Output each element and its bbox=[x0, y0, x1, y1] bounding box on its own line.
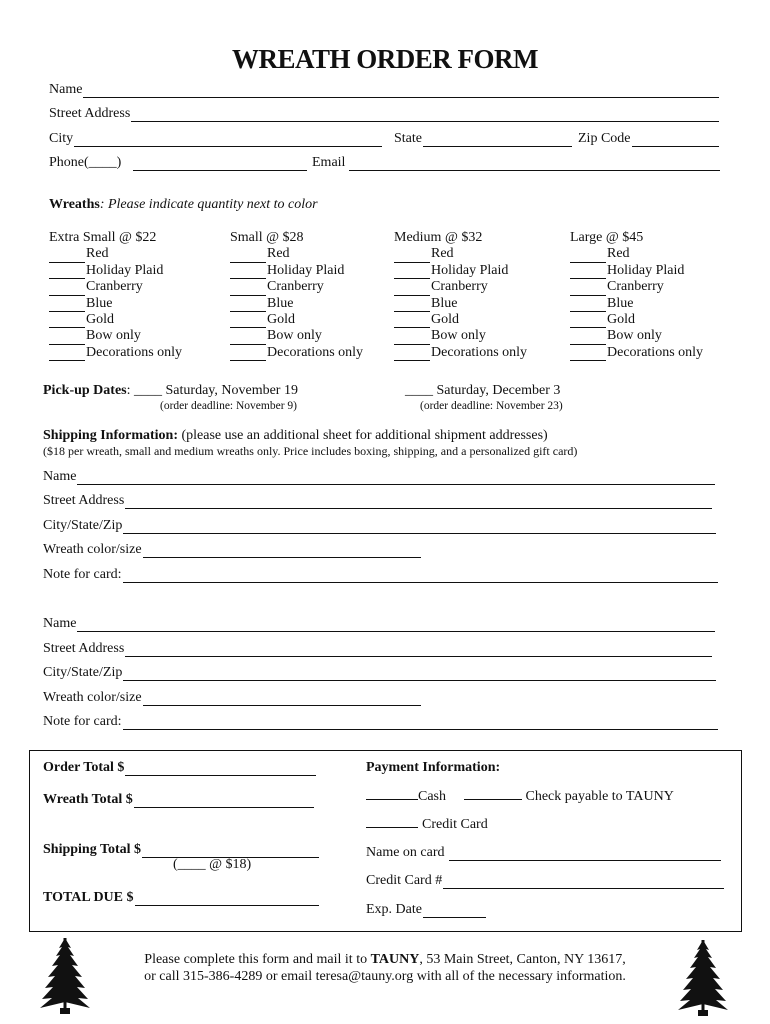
option-label: Decorations only bbox=[431, 344, 528, 360]
size-label: Medium @ $32 bbox=[394, 230, 483, 245]
page-title: WREATH ORDER FORM bbox=[232, 44, 538, 74]
size-column-extra-small bbox=[49, 230, 182, 361]
option-row[interactable] bbox=[230, 246, 363, 262]
shipping-total-label: Shipping Total $ bbox=[43, 842, 142, 857]
card-number-field[interactable] bbox=[366, 873, 724, 889]
option-row[interactable] bbox=[570, 279, 703, 295]
exp-date-label: Exp. Date bbox=[366, 902, 422, 917]
ship-note-label: Note for card: bbox=[43, 567, 122, 582]
size-label: Extra Small @ $22 bbox=[49, 230, 157, 245]
option-row[interactable] bbox=[394, 279, 527, 295]
option-label: Gold bbox=[86, 312, 114, 328]
name-on-card-field[interactable] bbox=[366, 845, 721, 861]
customer-phone-field[interactable] bbox=[49, 155, 307, 171]
option-label: Red bbox=[267, 246, 290, 262]
customer-state-field[interactable] bbox=[394, 131, 572, 147]
shipping-heading bbox=[43, 428, 548, 444]
option-row[interactable] bbox=[230, 263, 363, 279]
shipping-note: (please use an additional sheet for additional shipment addresses) bbox=[177, 428, 548, 443]
footer-line-1 bbox=[0, 952, 770, 968]
shipping-subnote: ($18 per wreath, small and medium wreaths only. Price includes boxing, shipping, and a personalized gift card) bbox=[43, 444, 578, 458]
customer-street-label: Street Address bbox=[49, 106, 131, 121]
ship-citystatezip-label: City/State/Zip bbox=[43, 665, 123, 680]
option-row[interactable] bbox=[230, 296, 363, 312]
option-label: Red bbox=[607, 246, 630, 262]
customer-zip-field[interactable] bbox=[578, 131, 719, 147]
option-label: Red bbox=[431, 246, 454, 262]
pine-tree-icon bbox=[676, 938, 730, 1018]
option-label: Red bbox=[86, 246, 109, 262]
option-label: Bow only bbox=[607, 328, 662, 344]
option-label: Cranberry bbox=[607, 279, 664, 295]
wreaths-instruction: : Please indicate quantity next to color bbox=[99, 197, 318, 212]
size-column-medium bbox=[394, 230, 527, 361]
exp-date-field[interactable] bbox=[366, 902, 486, 918]
ship-street-label: Street Address bbox=[43, 493, 125, 508]
footer-post: , 53 Main Street, Canton, NY 13617, bbox=[419, 952, 626, 967]
payment-heading: Payment Information: bbox=[366, 760, 501, 775]
size-column-large bbox=[570, 230, 703, 361]
ship1-note-field[interactable] bbox=[43, 567, 718, 583]
option-label: Gold bbox=[431, 312, 459, 328]
option-label: Holiday Plaid bbox=[86, 262, 164, 278]
option-row[interactable] bbox=[394, 345, 527, 361]
payment-methods-row bbox=[366, 788, 674, 805]
option-label: Blue bbox=[431, 295, 458, 311]
option-row[interactable] bbox=[49, 345, 182, 361]
name-on-card-label: Name on card bbox=[366, 845, 445, 860]
ship1-name-field[interactable] bbox=[43, 469, 715, 485]
option-label: Blue bbox=[267, 295, 294, 311]
credit-row bbox=[366, 816, 488, 833]
pickup-date-1[interactable]: ____ Saturday, November 19 bbox=[134, 383, 298, 398]
customer-state-label: State bbox=[394, 131, 422, 146]
ship2-name-field[interactable] bbox=[43, 616, 715, 632]
option-label: Bow only bbox=[86, 328, 141, 344]
ship-name-label: Name bbox=[43, 616, 77, 631]
ship-note-label: Note for card: bbox=[43, 714, 122, 729]
total-due-field[interactable] bbox=[43, 890, 319, 906]
option-row[interactable] bbox=[570, 246, 703, 262]
pine-tree-icon bbox=[38, 936, 92, 1016]
option-row[interactable] bbox=[230, 279, 363, 295]
option-row[interactable] bbox=[394, 312, 527, 328]
option-row[interactable] bbox=[49, 279, 182, 295]
total-due-label: TOTAL DUE $ bbox=[43, 890, 134, 905]
customer-phone-label: Phone(____) bbox=[49, 155, 122, 170]
check-blank[interactable] bbox=[464, 788, 522, 800]
ship1-street-field[interactable] bbox=[43, 493, 712, 509]
option-label: Holiday Plaid bbox=[607, 262, 685, 278]
size-column-small bbox=[230, 230, 363, 361]
ship1-citystatezip-field[interactable] bbox=[43, 518, 716, 534]
size-label: Large @ $45 bbox=[570, 230, 644, 245]
option-label: Decorations only bbox=[607, 344, 704, 360]
option-row[interactable] bbox=[570, 263, 703, 279]
wreath-total-field[interactable] bbox=[43, 792, 314, 808]
ship-street-label: Street Address bbox=[43, 641, 125, 656]
customer-name-field[interactable] bbox=[49, 82, 719, 98]
option-label: Decorations only bbox=[86, 344, 183, 360]
order-total-label: Order Total $ bbox=[43, 760, 125, 775]
option-label: Gold bbox=[267, 312, 295, 328]
option-label: Blue bbox=[86, 295, 113, 311]
cash-blank[interactable] bbox=[366, 788, 418, 800]
option-row[interactable] bbox=[570, 312, 703, 328]
option-row[interactable] bbox=[394, 246, 527, 262]
pickup-label: Pick-up Dates bbox=[43, 383, 127, 398]
customer-city-label: City bbox=[49, 131, 74, 146]
option-row[interactable] bbox=[394, 263, 527, 279]
option-row[interactable] bbox=[230, 345, 363, 361]
customer-email-label: Email bbox=[312, 155, 346, 170]
credit-label: Credit Card bbox=[422, 817, 488, 832]
option-row[interactable] bbox=[49, 328, 182, 344]
card-number-label: Credit Card # bbox=[366, 873, 443, 888]
customer-email-field[interactable] bbox=[312, 155, 720, 171]
footer-pre: Please complete this form and mail it to bbox=[144, 952, 371, 967]
wreaths-heading bbox=[49, 197, 318, 213]
ship2-wreath-field[interactable] bbox=[43, 690, 421, 706]
option-label: Gold bbox=[607, 312, 635, 328]
customer-street-field[interactable] bbox=[49, 106, 719, 122]
order-total-field[interactable] bbox=[43, 760, 316, 776]
credit-blank[interactable] bbox=[366, 816, 418, 828]
option-row[interactable] bbox=[49, 246, 182, 262]
option-label: Blue bbox=[607, 295, 634, 311]
option-row[interactable] bbox=[230, 328, 363, 344]
shipping-calc[interactable]: (____ @ $18) bbox=[173, 857, 252, 872]
pickup-date-2[interactable]: ____ Saturday, December 3 bbox=[405, 383, 561, 398]
pickup-deadline-1: (order deadline: November 9) bbox=[160, 400, 297, 412]
customer-zip-label: Zip Code bbox=[578, 131, 631, 146]
option-label: Holiday Plaid bbox=[267, 262, 345, 278]
option-label: Cranberry bbox=[86, 279, 143, 295]
ship-wreath-label: Wreath color/size bbox=[43, 542, 142, 557]
ship-name-label: Name bbox=[43, 469, 77, 484]
check-label: Check payable to TAUNY bbox=[525, 789, 674, 804]
customer-name-label: Name bbox=[49, 82, 83, 97]
option-row[interactable] bbox=[49, 296, 182, 312]
option-label: Holiday Plaid bbox=[431, 262, 509, 278]
option-row[interactable] bbox=[394, 296, 527, 312]
pickup-deadline-2: (order deadline: November 23) bbox=[420, 400, 563, 412]
option-row[interactable] bbox=[570, 296, 703, 312]
ship2-note-field[interactable] bbox=[43, 714, 718, 730]
option-label: Cranberry bbox=[431, 279, 488, 295]
ship2-street-field[interactable] bbox=[43, 641, 712, 657]
footer-line-2: or call 315-386-4289 or email teresa@tauny.org with all of the necessary information. bbox=[144, 969, 626, 984]
option-label: Decorations only bbox=[267, 344, 364, 360]
option-label: Bow only bbox=[267, 328, 322, 344]
option-row[interactable] bbox=[49, 263, 182, 279]
wreath-total-label: Wreath Total $ bbox=[43, 792, 133, 807]
size-label: Small @ $28 bbox=[230, 230, 304, 245]
option-label: Cranberry bbox=[267, 279, 324, 295]
option-label: Bow only bbox=[431, 328, 486, 344]
option-row[interactable] bbox=[49, 312, 182, 328]
option-row[interactable] bbox=[570, 345, 703, 361]
option-row[interactable] bbox=[570, 328, 703, 344]
footer-org: TAUNY bbox=[370, 952, 420, 967]
wreaths-heading-label: Wreaths bbox=[49, 197, 100, 212]
shipping-label: Shipping Information: bbox=[43, 428, 178, 443]
shipping-total-field[interactable] bbox=[43, 842, 319, 858]
ship2-citystatezip-field[interactable] bbox=[43, 665, 716, 681]
customer-city-field[interactable] bbox=[49, 131, 382, 147]
ship-citystatezip-label: City/State/Zip bbox=[43, 518, 123, 533]
pickup-section: Pick-up Dates: ____ Saturday, November 19 bbox=[43, 383, 298, 398]
ship1-wreath-field[interactable] bbox=[43, 542, 421, 558]
cash-label: Cash bbox=[418, 789, 446, 804]
option-row[interactable] bbox=[230, 312, 363, 328]
ship-wreath-label: Wreath color/size bbox=[43, 690, 142, 705]
option-row[interactable] bbox=[394, 328, 527, 344]
